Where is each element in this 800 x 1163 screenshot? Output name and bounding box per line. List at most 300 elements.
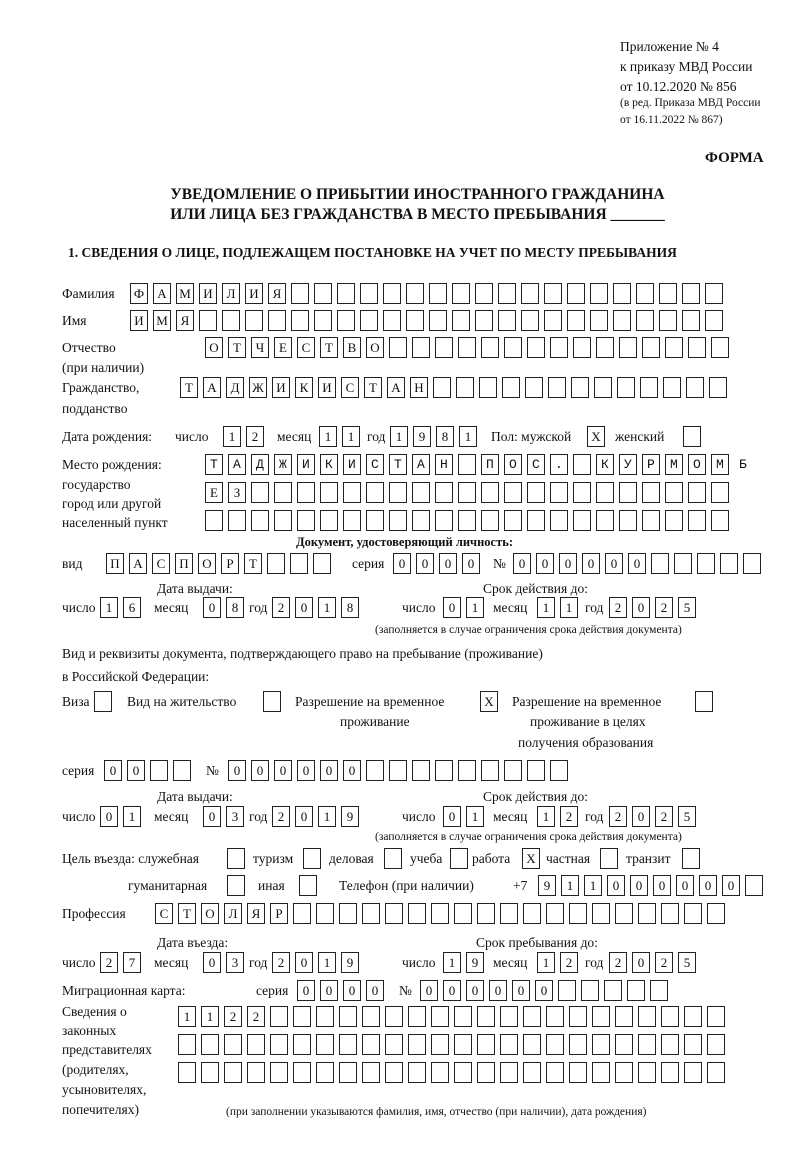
char-box[interactable] bbox=[297, 482, 315, 503]
char-box[interactable]: 2 bbox=[655, 952, 673, 973]
char-box[interactable] bbox=[546, 1006, 564, 1027]
char-box[interactable] bbox=[525, 377, 543, 398]
char-box[interactable] bbox=[458, 337, 476, 358]
char-box[interactable] bbox=[638, 903, 656, 924]
char-box[interactable] bbox=[682, 310, 700, 331]
char-box[interactable] bbox=[456, 377, 474, 398]
char-box[interactable] bbox=[481, 482, 499, 503]
char-box[interactable]: 0 bbox=[676, 875, 694, 896]
char-box[interactable] bbox=[592, 1006, 610, 1027]
char-box[interactable] bbox=[316, 1006, 334, 1027]
char-box[interactable] bbox=[604, 980, 622, 1001]
char-box[interactable]: 0 bbox=[127, 760, 145, 781]
char-box[interactable] bbox=[431, 1006, 449, 1027]
char-box[interactable] bbox=[429, 283, 447, 304]
id-issue-day-field[interactable] bbox=[100, 597, 141, 618]
pob-field-line-2[interactable] bbox=[205, 482, 729, 503]
char-box[interactable] bbox=[270, 1006, 288, 1027]
char-box[interactable]: 0 bbox=[393, 553, 411, 574]
char-box[interactable] bbox=[481, 760, 499, 781]
char-box[interactable] bbox=[498, 310, 516, 331]
char-box[interactable] bbox=[385, 903, 403, 924]
char-box[interactable] bbox=[247, 1034, 265, 1055]
sex-male-checkbox[interactable] bbox=[587, 426, 605, 447]
char-box[interactable]: Р bbox=[221, 553, 239, 574]
purpose-humanitarian-checkbox[interactable] bbox=[227, 875, 245, 896]
char-box[interactable] bbox=[366, 760, 384, 781]
edu-permit-checkbox[interactable] bbox=[695, 691, 713, 712]
char-box[interactable] bbox=[479, 377, 497, 398]
char-box[interactable]: М bbox=[153, 310, 171, 331]
purpose-work-checkbox[interactable] bbox=[522, 848, 540, 869]
char-box[interactable]: 0 bbox=[343, 980, 361, 1001]
char-box[interactable] bbox=[596, 510, 614, 531]
char-box[interactable] bbox=[360, 283, 378, 304]
char-box[interactable] bbox=[711, 482, 729, 503]
char-box[interactable] bbox=[707, 903, 725, 924]
char-box[interactable]: З bbox=[228, 482, 246, 503]
char-box[interactable] bbox=[290, 553, 308, 574]
char-box[interactable] bbox=[297, 510, 315, 531]
char-box[interactable] bbox=[650, 980, 668, 1001]
char-box[interactable]: Т bbox=[180, 377, 198, 398]
char-box[interactable] bbox=[337, 310, 355, 331]
char-box[interactable]: К bbox=[295, 377, 313, 398]
char-box[interactable] bbox=[592, 1062, 610, 1083]
char-box[interactable]: 5 bbox=[678, 952, 696, 973]
char-box[interactable] bbox=[408, 1006, 426, 1027]
dob-year-field[interactable] bbox=[390, 426, 477, 447]
representatives-field-line-3[interactable] bbox=[178, 1062, 725, 1083]
char-box[interactable] bbox=[684, 903, 702, 924]
char-box[interactable]: 0 bbox=[632, 952, 650, 973]
char-box[interactable]: 1 bbox=[537, 952, 555, 973]
profession-field[interactable] bbox=[155, 903, 725, 924]
residence-valid-day-field[interactable] bbox=[443, 806, 484, 827]
char-box[interactable]: 8 bbox=[226, 597, 244, 618]
char-box[interactable] bbox=[642, 482, 660, 503]
char-box[interactable] bbox=[638, 1062, 656, 1083]
char-box[interactable] bbox=[263, 691, 281, 712]
dob-month-field[interactable] bbox=[319, 426, 360, 447]
stay-day-field[interactable] bbox=[443, 952, 484, 973]
char-box[interactable]: 2 bbox=[609, 806, 627, 827]
char-box[interactable]: 1 bbox=[319, 426, 337, 447]
char-box[interactable] bbox=[720, 553, 738, 574]
char-box[interactable] bbox=[686, 377, 704, 398]
char-box[interactable] bbox=[581, 980, 599, 1001]
name-field[interactable] bbox=[130, 310, 723, 331]
char-box[interactable] bbox=[458, 760, 476, 781]
char-box[interactable] bbox=[433, 377, 451, 398]
id-issue-year-field[interactable] bbox=[272, 597, 359, 618]
char-box[interactable]: Ж bbox=[249, 377, 267, 398]
char-box[interactable]: 1 bbox=[342, 426, 360, 447]
visa-checkbox[interactable] bbox=[94, 691, 112, 712]
char-box[interactable]: 0 bbox=[251, 760, 269, 781]
char-box[interactable]: 2 bbox=[560, 806, 578, 827]
char-box[interactable] bbox=[293, 1034, 311, 1055]
char-box[interactable] bbox=[429, 310, 447, 331]
char-box[interactable] bbox=[303, 848, 321, 869]
char-box[interactable]: 1 bbox=[201, 1006, 219, 1027]
char-box[interactable]: 0 bbox=[722, 875, 740, 896]
char-box[interactable] bbox=[343, 482, 361, 503]
char-box[interactable] bbox=[592, 903, 610, 924]
char-box[interactable] bbox=[548, 377, 566, 398]
char-box[interactable] bbox=[228, 510, 246, 531]
char-box[interactable]: 5 bbox=[678, 597, 696, 618]
char-box[interactable]: 0 bbox=[439, 553, 457, 574]
char-box[interactable] bbox=[291, 310, 309, 331]
char-box[interactable] bbox=[527, 482, 545, 503]
char-box[interactable]: 1 bbox=[318, 806, 336, 827]
char-box[interactable] bbox=[454, 1006, 472, 1027]
char-box[interactable] bbox=[617, 377, 635, 398]
char-box[interactable] bbox=[500, 1034, 518, 1055]
char-box[interactable] bbox=[661, 1062, 679, 1083]
temp-permit-checkbox[interactable] bbox=[480, 691, 498, 712]
char-box[interactable]: 1 bbox=[123, 806, 141, 827]
char-box[interactable]: 2 bbox=[655, 597, 673, 618]
char-box[interactable] bbox=[268, 310, 286, 331]
char-box[interactable] bbox=[546, 903, 564, 924]
char-box[interactable]: В bbox=[343, 337, 361, 358]
char-box[interactable] bbox=[500, 1006, 518, 1027]
id-issue-month-field[interactable] bbox=[203, 597, 244, 618]
char-box[interactable]: А bbox=[203, 377, 221, 398]
char-box[interactable] bbox=[498, 283, 516, 304]
char-box[interactable]: 2 bbox=[272, 806, 290, 827]
char-box[interactable]: 9 bbox=[341, 806, 359, 827]
entry-month-field[interactable] bbox=[203, 952, 244, 973]
char-box[interactable]: 1 bbox=[561, 875, 579, 896]
char-box[interactable] bbox=[544, 310, 562, 331]
char-box[interactable] bbox=[406, 310, 424, 331]
char-box[interactable] bbox=[707, 1062, 725, 1083]
char-box[interactable] bbox=[316, 1062, 334, 1083]
char-box[interactable] bbox=[711, 510, 729, 531]
char-box[interactable] bbox=[205, 510, 223, 531]
char-box[interactable]: 8 bbox=[436, 426, 454, 447]
char-box[interactable] bbox=[683, 426, 701, 447]
char-box[interactable]: О bbox=[205, 337, 223, 358]
char-box[interactable]: 0 bbox=[274, 760, 292, 781]
char-box[interactable]: 0 bbox=[466, 980, 484, 1001]
char-box[interactable]: С bbox=[155, 903, 173, 924]
char-box[interactable]: Я bbox=[268, 283, 286, 304]
residence-valid-month-field[interactable] bbox=[537, 806, 578, 827]
char-box[interactable] bbox=[337, 283, 355, 304]
char-box[interactable] bbox=[661, 1034, 679, 1055]
char-box[interactable] bbox=[661, 903, 679, 924]
char-box[interactable]: 0 bbox=[632, 597, 650, 618]
char-box[interactable]: 2 bbox=[246, 426, 264, 447]
char-box[interactable] bbox=[251, 510, 269, 531]
char-box[interactable] bbox=[251, 482, 269, 503]
char-box[interactable] bbox=[412, 337, 430, 358]
char-box[interactable]: 0 bbox=[628, 553, 646, 574]
char-box[interactable]: 1 bbox=[178, 1006, 196, 1027]
char-box[interactable] bbox=[661, 1006, 679, 1027]
char-box[interactable]: 1 bbox=[318, 597, 336, 618]
char-box[interactable]: 0 bbox=[699, 875, 717, 896]
char-box[interactable] bbox=[270, 1062, 288, 1083]
char-box[interactable] bbox=[684, 1034, 702, 1055]
char-box[interactable] bbox=[688, 337, 706, 358]
char-box[interactable]: 8 bbox=[341, 597, 359, 618]
char-box[interactable]: 0 bbox=[462, 553, 480, 574]
char-box[interactable]: 0 bbox=[228, 760, 246, 781]
char-box[interactable] bbox=[613, 283, 631, 304]
char-box[interactable] bbox=[270, 1034, 288, 1055]
char-box[interactable]: 0 bbox=[416, 553, 434, 574]
char-box[interactable] bbox=[222, 310, 240, 331]
char-box[interactable] bbox=[452, 310, 470, 331]
char-box[interactable] bbox=[224, 1034, 242, 1055]
char-box[interactable] bbox=[707, 1006, 725, 1027]
char-box[interactable] bbox=[638, 1006, 656, 1027]
char-box[interactable] bbox=[544, 283, 562, 304]
char-box[interactable]: 9 bbox=[538, 875, 556, 896]
char-box[interactable] bbox=[274, 482, 292, 503]
residence-valid-year-field[interactable] bbox=[609, 806, 696, 827]
residence-permit-checkbox[interactable] bbox=[263, 691, 281, 712]
char-box[interactable]: 0 bbox=[607, 875, 625, 896]
citizenship-field[interactable] bbox=[180, 377, 727, 398]
char-box[interactable]: 2 bbox=[609, 597, 627, 618]
char-box[interactable] bbox=[592, 1034, 610, 1055]
char-box[interactable]: 0 bbox=[489, 980, 507, 1001]
char-box[interactable]: 1 bbox=[443, 952, 461, 973]
residence-number-field[interactable] bbox=[228, 760, 568, 781]
char-box[interactable] bbox=[707, 1034, 725, 1055]
char-box[interactable] bbox=[227, 875, 245, 896]
char-box[interactable] bbox=[569, 903, 587, 924]
char-box[interactable] bbox=[567, 283, 585, 304]
char-box[interactable]: 0 bbox=[653, 875, 671, 896]
char-box[interactable]: 2 bbox=[272, 597, 290, 618]
char-box[interactable]: А bbox=[129, 553, 147, 574]
char-box[interactable]: 2 bbox=[247, 1006, 265, 1027]
char-box[interactable]: 7 bbox=[123, 952, 141, 973]
char-box[interactable]: Т bbox=[364, 377, 382, 398]
char-box[interactable] bbox=[596, 337, 614, 358]
char-box[interactable] bbox=[613, 310, 631, 331]
char-box[interactable] bbox=[366, 482, 384, 503]
purpose-private-checkbox[interactable] bbox=[600, 848, 618, 869]
char-box[interactable]: 1 bbox=[537, 597, 555, 618]
char-box[interactable] bbox=[619, 337, 637, 358]
char-box[interactable] bbox=[527, 760, 545, 781]
char-box[interactable]: 0 bbox=[443, 806, 461, 827]
char-box[interactable] bbox=[458, 510, 476, 531]
char-box[interactable]: 0 bbox=[535, 980, 553, 1001]
char-box[interactable] bbox=[651, 553, 669, 574]
char-box[interactable] bbox=[569, 1034, 587, 1055]
char-box[interactable]: 1 bbox=[560, 597, 578, 618]
char-box[interactable]: 1 bbox=[223, 426, 241, 447]
char-box[interactable] bbox=[94, 691, 112, 712]
char-box[interactable] bbox=[408, 1062, 426, 1083]
char-box[interactable]: 0 bbox=[203, 597, 221, 618]
char-box[interactable]: 0 bbox=[297, 980, 315, 1001]
char-box[interactable]: И bbox=[199, 283, 217, 304]
char-box[interactable] bbox=[665, 337, 683, 358]
char-box[interactable]: Р bbox=[270, 903, 288, 924]
char-box[interactable] bbox=[320, 510, 338, 531]
char-box[interactable] bbox=[615, 1006, 633, 1027]
surname-field[interactable] bbox=[130, 283, 723, 304]
char-box[interactable] bbox=[550, 760, 568, 781]
char-box[interactable] bbox=[567, 310, 585, 331]
char-box[interactable] bbox=[293, 903, 311, 924]
char-box[interactable]: 0 bbox=[100, 806, 118, 827]
char-box[interactable] bbox=[454, 1062, 472, 1083]
char-box[interactable]: И bbox=[245, 283, 263, 304]
representatives-field-line-1[interactable] bbox=[178, 1006, 725, 1027]
char-box[interactable] bbox=[550, 510, 568, 531]
char-box[interactable] bbox=[383, 310, 401, 331]
char-box[interactable]: 0 bbox=[443, 980, 461, 1001]
char-box[interactable] bbox=[389, 482, 407, 503]
char-box[interactable] bbox=[313, 553, 331, 574]
char-box[interactable] bbox=[245, 310, 263, 331]
char-box[interactable] bbox=[697, 553, 715, 574]
id-kind-field[interactable] bbox=[106, 553, 331, 574]
char-box[interactable] bbox=[665, 482, 683, 503]
char-box[interactable] bbox=[314, 283, 332, 304]
char-box[interactable] bbox=[431, 1062, 449, 1083]
id-number-field[interactable] bbox=[513, 553, 761, 574]
char-box[interactable] bbox=[558, 980, 576, 1001]
char-box[interactable] bbox=[360, 310, 378, 331]
char-box[interactable]: 2 bbox=[272, 952, 290, 973]
char-box[interactable]: 0 bbox=[443, 597, 461, 618]
char-box[interactable] bbox=[343, 510, 361, 531]
char-box[interactable] bbox=[695, 691, 713, 712]
purpose-study-checkbox[interactable] bbox=[450, 848, 468, 869]
residence-issue-day-field[interactable] bbox=[100, 806, 141, 827]
char-box[interactable] bbox=[339, 903, 357, 924]
char-box[interactable] bbox=[684, 1006, 702, 1027]
id-valid-month-field[interactable] bbox=[537, 597, 578, 618]
char-box[interactable] bbox=[502, 377, 520, 398]
char-box[interactable]: Д bbox=[226, 377, 244, 398]
char-box[interactable] bbox=[408, 1034, 426, 1055]
char-box[interactable] bbox=[475, 283, 493, 304]
char-box[interactable] bbox=[523, 1006, 541, 1027]
char-box[interactable] bbox=[412, 482, 430, 503]
char-box[interactable] bbox=[573, 337, 591, 358]
char-box[interactable]: М bbox=[176, 283, 194, 304]
char-box[interactable]: 5 bbox=[678, 806, 696, 827]
purpose-tourism-checkbox[interactable] bbox=[303, 848, 321, 869]
char-box[interactable] bbox=[178, 1034, 196, 1055]
id-valid-day-field[interactable] bbox=[443, 597, 484, 618]
char-box[interactable] bbox=[316, 903, 334, 924]
char-box[interactable] bbox=[293, 1006, 311, 1027]
char-box[interactable] bbox=[454, 903, 472, 924]
char-box[interactable] bbox=[619, 482, 637, 503]
residence-issue-month-field[interactable] bbox=[203, 806, 244, 827]
char-box[interactable]: Я bbox=[176, 310, 194, 331]
char-box[interactable] bbox=[709, 377, 727, 398]
char-box[interactable] bbox=[316, 1034, 334, 1055]
purpose-transit-checkbox[interactable] bbox=[682, 848, 700, 869]
char-box[interactable]: Е bbox=[274, 337, 292, 358]
char-box[interactable] bbox=[636, 283, 654, 304]
char-box[interactable]: 9 bbox=[413, 426, 431, 447]
migration-series-field[interactable] bbox=[297, 980, 384, 1001]
char-box[interactable] bbox=[659, 283, 677, 304]
id-valid-year-field[interactable] bbox=[609, 597, 696, 618]
char-box[interactable] bbox=[615, 1034, 633, 1055]
char-box[interactable] bbox=[291, 283, 309, 304]
char-box[interactable]: И bbox=[272, 377, 290, 398]
char-box[interactable]: Т bbox=[244, 553, 262, 574]
char-box[interactable] bbox=[314, 310, 332, 331]
char-box[interactable] bbox=[600, 848, 618, 869]
char-box[interactable] bbox=[435, 510, 453, 531]
char-box[interactable] bbox=[412, 510, 430, 531]
char-box[interactable] bbox=[389, 760, 407, 781]
char-box[interactable] bbox=[293, 1062, 311, 1083]
char-box[interactable]: Е bbox=[205, 482, 223, 503]
char-box[interactable] bbox=[435, 337, 453, 358]
char-box[interactable]: 1 bbox=[390, 426, 408, 447]
char-box[interactable] bbox=[569, 1006, 587, 1027]
char-box[interactable]: X bbox=[480, 691, 498, 712]
char-box[interactable]: 0 bbox=[320, 980, 338, 1001]
char-box[interactable] bbox=[688, 510, 706, 531]
char-box[interactable] bbox=[385, 1006, 403, 1027]
char-box[interactable] bbox=[267, 553, 285, 574]
char-box[interactable] bbox=[385, 1062, 403, 1083]
char-box[interactable]: С bbox=[297, 337, 315, 358]
char-box[interactable]: 0 bbox=[297, 760, 315, 781]
char-box[interactable] bbox=[596, 482, 614, 503]
char-box[interactable]: 2 bbox=[655, 806, 673, 827]
char-box[interactable]: 0 bbox=[203, 806, 221, 827]
char-box[interactable] bbox=[523, 1034, 541, 1055]
char-box[interactable]: 1 bbox=[100, 597, 118, 618]
char-box[interactable] bbox=[412, 760, 430, 781]
char-box[interactable]: С bbox=[152, 553, 170, 574]
char-box[interactable] bbox=[384, 848, 402, 869]
char-box[interactable] bbox=[546, 1034, 564, 1055]
char-box[interactable] bbox=[640, 377, 658, 398]
char-box[interactable]: 0 bbox=[513, 553, 531, 574]
char-box[interactable] bbox=[366, 510, 384, 531]
char-box[interactable]: 1 bbox=[459, 426, 477, 447]
char-box[interactable] bbox=[431, 903, 449, 924]
dob-day-field[interactable] bbox=[223, 426, 264, 447]
char-box[interactable]: П bbox=[175, 553, 193, 574]
pob-field-line-3[interactable] bbox=[205, 510, 729, 531]
char-box[interactable]: 1 bbox=[466, 806, 484, 827]
char-box[interactable] bbox=[684, 1062, 702, 1083]
char-box[interactable] bbox=[431, 1034, 449, 1055]
char-box[interactable] bbox=[201, 1034, 219, 1055]
char-box[interactable] bbox=[642, 337, 660, 358]
char-box[interactable]: X bbox=[522, 848, 540, 869]
char-box[interactable] bbox=[590, 310, 608, 331]
char-box[interactable]: Т bbox=[320, 337, 338, 358]
char-box[interactable] bbox=[504, 337, 522, 358]
char-box[interactable] bbox=[615, 903, 633, 924]
char-box[interactable]: 9 bbox=[466, 952, 484, 973]
